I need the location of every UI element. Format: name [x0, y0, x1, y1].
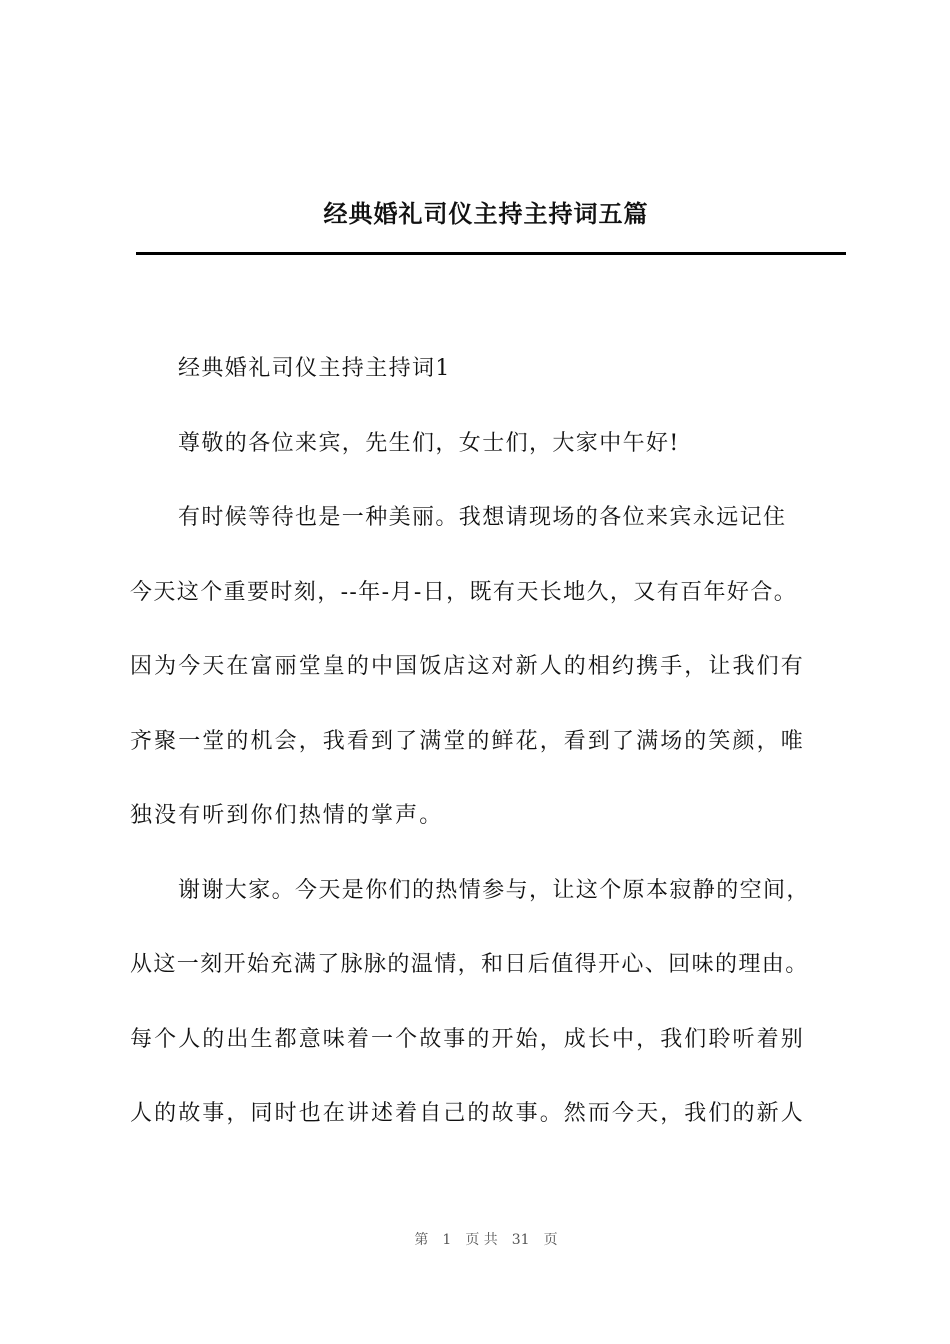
- page-footer: [0, 1230, 950, 1250]
- paragraph-line: 每个人的出生都意味着一个故事的开始，成长中，我们聆听着别: [130, 1026, 805, 1052]
- document-title: 经典婚礼司仪主持主持词五篇: [323, 199, 649, 228]
- paragraph-line: 今天这个重要时刻，--年-月-日，既有天长地久，又有百年好合。: [130, 579, 798, 605]
- footer-label-of: 页 共: [465, 1232, 498, 1248]
- paragraph-line: 从这一刻开始充满了脉脉的温情，和日后值得开心、回味的理由。: [130, 952, 809, 977]
- paragraph-line: 有时候等待也是一种美丽。我想请现场的各位来宾永远记住: [178, 505, 787, 530]
- paragraph-line: 齐聚一堂的机会，我看到了满堂的鲜花，看到了满场的笑颜，唯: [130, 728, 805, 754]
- paragraph-line: 独没有听到你们热情的掌声。: [130, 803, 444, 828]
- section-heading: 经典婚礼司仪主持主持词1: [178, 356, 451, 381]
- paragraph-line: 尊敬的各位来宾，先生们，女士们，大家中午好!: [178, 430, 680, 456]
- title-divider: [136, 252, 846, 255]
- document-body: [130, 352, 860, 1172]
- total-pages-number: 31: [511, 1232, 530, 1248]
- paragraph-line: 谢谢大家。今天是你们的热情参与，让这个原本寂静的空间，: [178, 877, 810, 903]
- footer-label-pages: 页: [543, 1232, 558, 1248]
- footer-label-page: 第: [414, 1232, 429, 1248]
- paragraph-line: 因为今天在富丽堂皇的中国饭店这对新人的相约携手，让我们有: [130, 654, 805, 679]
- current-page-number: 1: [442, 1232, 452, 1248]
- paragraph-line: 人的故事，同时也在讲述着自己的故事。然而今天，我们的新人: [130, 1101, 805, 1126]
